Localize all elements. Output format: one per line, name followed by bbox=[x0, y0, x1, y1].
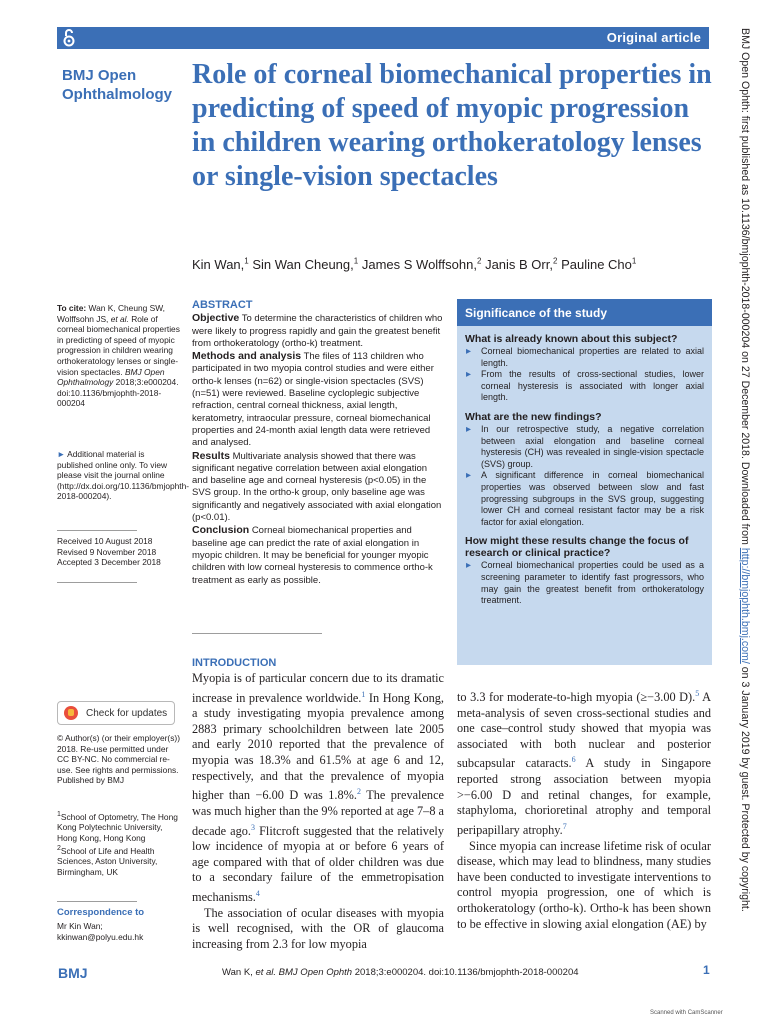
list-item: ▸ From the results of cross-sectional studies, lower corneal hysteresis is associated with longer axial length. bbox=[465, 369, 704, 404]
introduction-heading: INTRODUCTION bbox=[192, 657, 277, 669]
citation-link[interactable]: 3 bbox=[251, 822, 256, 832]
new-findings-heading: What are the new findings? bbox=[465, 410, 602, 423]
correspondence-contact[interactable]: Mr Kin Wan; kkinwan@polyu.edu.hk bbox=[57, 921, 144, 942]
footer-citation: Wan K, et al. BMJ Open Ophth 2018;3:e000204. doi:10.1136/bmjophth-2018-000204 bbox=[222, 967, 579, 978]
article-type-label: Original article bbox=[606, 30, 701, 45]
journal-name: BMJ Open Ophthalmology bbox=[62, 67, 172, 103]
arrow-icon: ► bbox=[57, 449, 66, 459]
author[interactable]: James S Wolffsohn,$^2$ bbox=[361, 257, 482, 273]
new-findings-list bbox=[465, 424, 704, 528]
body-column-right bbox=[457, 686, 711, 932]
citation-link[interactable]: 1 bbox=[361, 689, 366, 699]
divider bbox=[57, 582, 137, 583]
author[interactable]: Kin Wan,$^1$ bbox=[192, 257, 249, 273]
abstract-heading: ABSTRACT bbox=[192, 299, 253, 311]
citation-link[interactable]: 4 bbox=[255, 889, 260, 898]
citation-link[interactable]: 2 bbox=[356, 787, 361, 797]
abstract-objective: Objective To determine the characteristics of children who were likely to progress rapidly and gain the greatest benefit from orthokeratology (ortho-k) treatment. bbox=[192, 312, 443, 349]
journal-link[interactable]: http://bmjophth.bmj.com/ bbox=[739, 547, 751, 664]
supplementary-note: ► Additional material is published online only. To view please visit the journal online (http://dx.doi.org/10.1136/bmjophth-2018-000204). bbox=[57, 449, 190, 502]
article-title: Role of corneal biomechanical properties in predicting of speed of myopic progression in children wearing orthokeratology lenses or single-vision spectacles bbox=[192, 59, 712, 192]
body-column-left bbox=[192, 671, 444, 952]
section-header-bar bbox=[57, 27, 709, 49]
bmj-logo: BMJ bbox=[58, 965, 88, 981]
vertical-download-notice: BMJ Open Ophth: first published as 10.1136/bmjophth-2018-000204 on 27 December 2018. Downloaded from http://bmjophth.bmj.com/ on 3 January 2019 by guest. Protected by copyright. bbox=[739, 28, 751, 912]
impact-list bbox=[465, 560, 704, 606]
impact-heading: How might these results change the focus of research or clinical practice? bbox=[465, 535, 689, 560]
list-item: ▸ Corneal biomechanical properties could be used as a screening parameter to identify fast progressors, who may gain the greatest benefit from orthokeratology treatment. bbox=[465, 560, 704, 606]
author[interactable]: Pauline Cho$^1$ bbox=[561, 257, 637, 273]
citation-link[interactable]: 6 bbox=[571, 755, 576, 765]
citation-link[interactable]: 5 bbox=[695, 689, 700, 698]
affiliations: $^1$School of Optometry, The Hong Kong Polytechnic University, Hong Kong, Hong Kong $^2$School of Life and Health Sciences, Aston University, Birmingham, UK bbox=[57, 811, 178, 877]
list-item: ▸ Corneal biomechanical properties are related to axial length. bbox=[465, 346, 704, 369]
paragraph: The association of ocular diseases with myopia is well recognised, with the OR of glaucoma increasing from 2.3 for low myopia bbox=[192, 905, 444, 951]
list-item: ▸ A significant difference in corneal biomechanical properties was observed between slow and fast progressing subgroups in the SVS group, suggesting lower CH and corneal resistant factor may be a risk factor for axial elongation. bbox=[465, 470, 704, 528]
paragraph: Since myopia can increase lifetime risk of ocular disease, which may lead to blindness, many studies have been conducted to investigate interventions to control myopia progression, one of which is orthokeratology (ortho-k). Ortho-k has been shown to be effective in slowing axial elongation (AE) by bbox=[457, 838, 711, 931]
abstract bbox=[192, 299, 444, 587]
significance-box bbox=[457, 299, 712, 665]
paragraph: Myopia is of particular concern due to its dramatic increase in prevalence worldwide.$^1$ In Hong Kong, a study investigating myopia prevalence among 2883 primary schoolchildren between late 2005 and early 2010 reported that the prevalence of myopia was 18.3% and 61.5% at age 6 and 12, respectively, and that the prevalence of myopia higher than −6.00 D was 1.8%.$^2$ The prevalence was much higher than the 9% reported at age 7–8 a decade ago.$^3$ Flitcroft suggested that the relatively low incidence of myopia at or before 6 years of age compared with that of older children was due to a secondary failure of the emmetropisation mechanisms.$^4$ bbox=[192, 671, 445, 905]
abstract-methods: Methods and analysis The files of 113 children who participated in two myopia control studies and were either ortho-k lenses (n=62) or single-vision spectacles (SVS) (n=51) were reviewed. Baseline cycloplegic subjective refraction, central corneal thickness, axial length, keratometry, intraocular pressure, corneal biomechanical properties and 24-month axial length data were retrieved and analysed. bbox=[192, 350, 434, 449]
crossmark-icon bbox=[64, 706, 78, 720]
known-heading: What is already known about this subject? bbox=[465, 333, 678, 345]
paragraph: to 3.3 for moderate-to-high myopia (≥−3.00 D).$^5$ A meta-analysis of seven cross-sectional studies and one case–control study showed that myopia was associated with both nuclear and posterior subcapsular cataracts.$^6$ A study in Singapore reported strong association between myopia >−6.00 D and retinal changes, for example, staphyloma, chorioretinal atrophy and temporal peripapillary atrophy.$^7$ bbox=[457, 689, 711, 838]
author-list bbox=[192, 257, 636, 272]
known-list bbox=[465, 346, 704, 404]
author[interactable]: Janis B Orr,$^2$ bbox=[485, 257, 558, 273]
citation-block: To cite: Wan K, Cheung SW, Wolffsohn JS, et al. Role of corneal biomechanical properties in predicting of speed of myopic progression in children wearing orthokeratology lenses or single-vision spectacles. BMJ Open Ophthalmology 2018;3:e000204. doi:10.1136/bmjophth-2018-000204 bbox=[57, 303, 180, 409]
check-for-updates-button[interactable]: Check for updates bbox=[57, 701, 175, 725]
correspondence-heading: Correspondence to bbox=[57, 907, 145, 918]
open-access-icon bbox=[63, 28, 75, 48]
copyright-notice: © Author(s) (or their employer(s)) 2018. Re-use permitted under CC BY-NC. No commercial re-use. See rights and permissions. Published by BMJ bbox=[57, 733, 180, 786]
page-number: 1 bbox=[703, 963, 710, 977]
list-item: ▸ In our retrospective study, a negative correlation between axial elongation and baseline corneal hysteresis (CH) was revealed in single-vision spectacle (SVS) group. bbox=[465, 424, 704, 470]
scanner-watermark: Scanned with CamScanner bbox=[650, 1010, 723, 1016]
article-dates: Received 10 August 2018 Revised 9 November 2018 Accepted 3 December 2018 bbox=[57, 536, 161, 568]
citation-link[interactable]: 7 bbox=[562, 821, 567, 831]
abstract-conclusion: Conclusion Corneal biomechanical properties and baseline age can predict the rate of axial elongation in myopic children. It may be beneficial for younger myopic children with low corneal hysteresis to commence ortho-k treatment as early as possible. bbox=[192, 524, 433, 586]
divider bbox=[57, 901, 137, 902]
abstract-results: Results Multivariate analysis showed that there was significant negative correlation between axial elongation and baseline age and corneal hysteresis (p<0.05) in the SVS group. In the ortho-k group, only baseline age was significantly and negatively associated with axial elongation (p<0.01). bbox=[192, 449, 442, 524]
divider bbox=[57, 530, 137, 531]
divider bbox=[192, 633, 322, 634]
author[interactable]: Sin Wan Cheung,$^1$ bbox=[252, 257, 359, 273]
significance-heading: Significance of the study bbox=[457, 299, 712, 326]
